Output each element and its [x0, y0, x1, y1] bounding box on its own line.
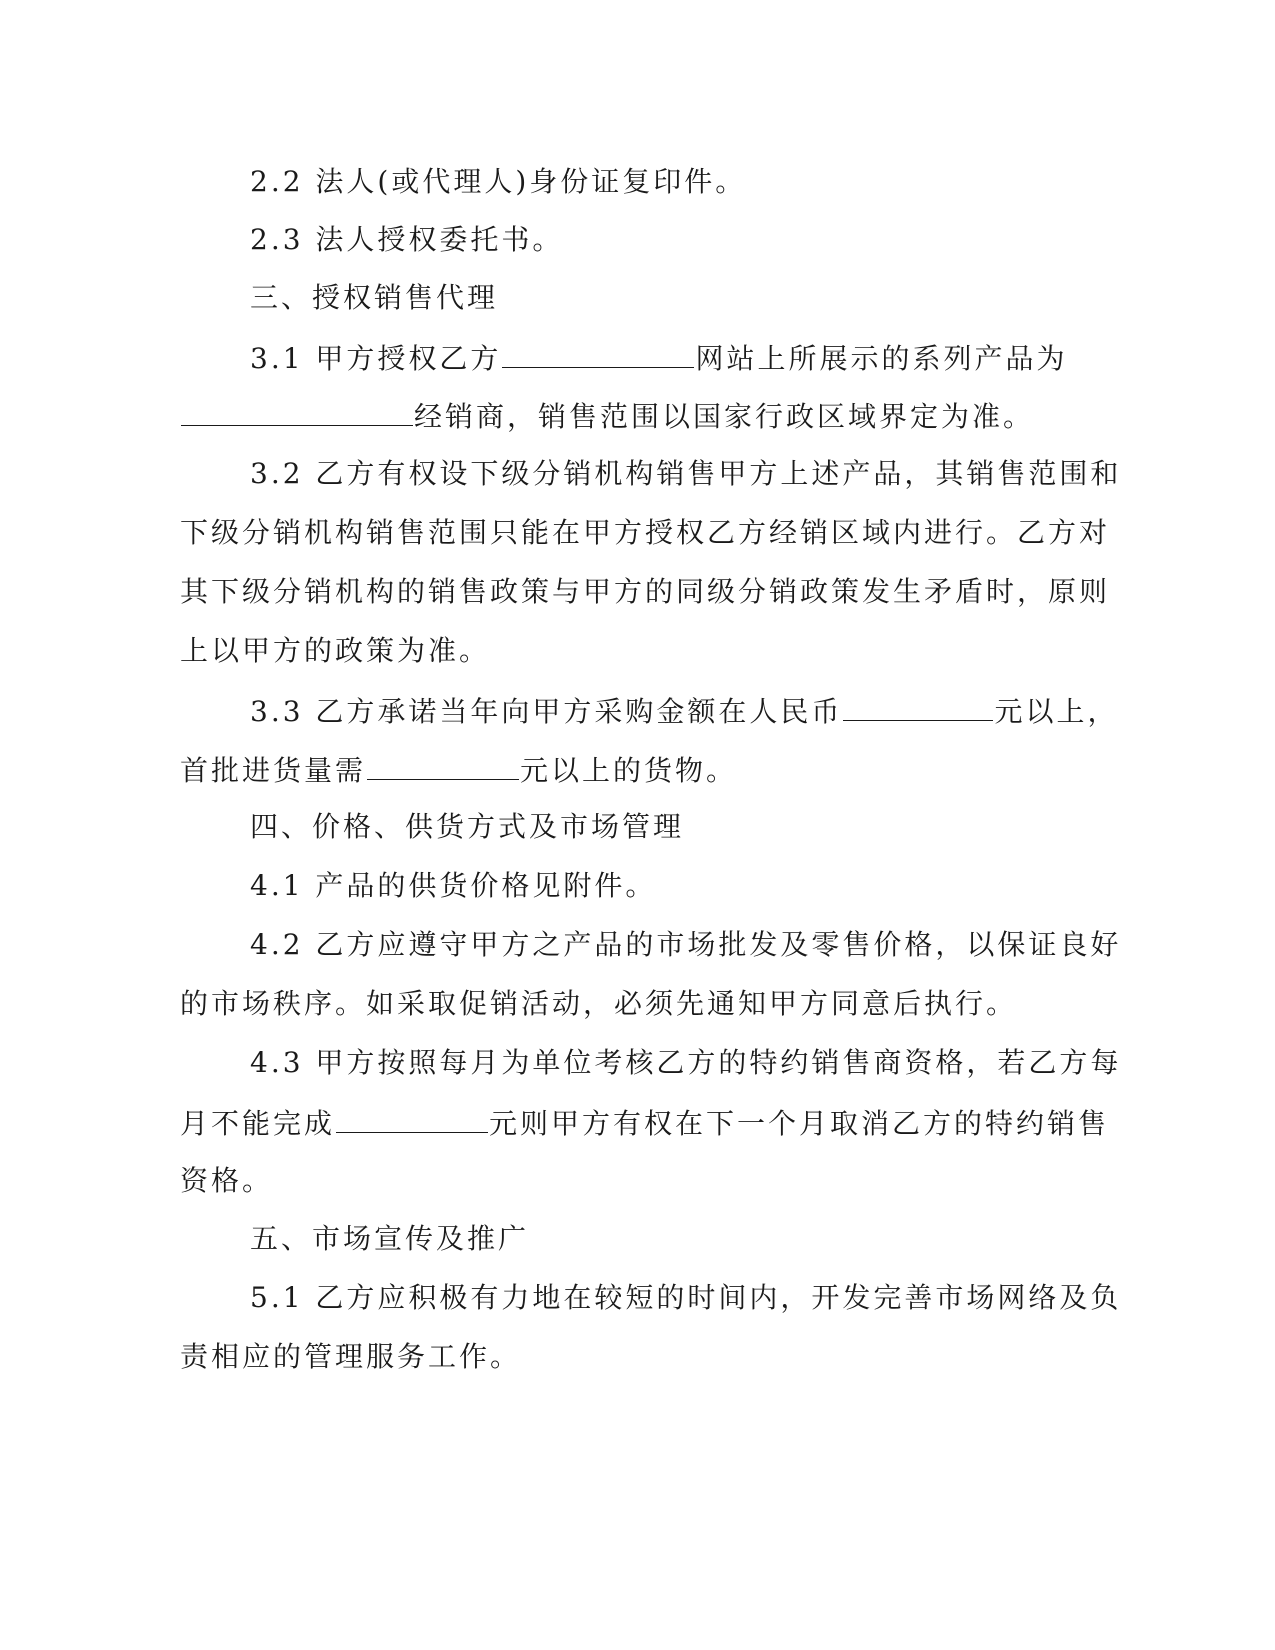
- paragraph-3-1-text-b: 网站上所展示的系列产品为: [695, 342, 1068, 375]
- blank-dealer-field: [181, 395, 413, 426]
- paragraph-4-3-text-c: 元则甲方有权在下一个月取消乙方的特约销售: [489, 1107, 1110, 1140]
- paragraph-3-1-line-2: [180, 395, 1040, 435]
- blank-monthly-target: [336, 1102, 488, 1133]
- paragraph-2-2: 2.2 法人(或代理人)身份证复印件。: [250, 165, 747, 198]
- paragraph-4-2-line-1: 4.2 乙方应遵守甲方之产品的市场批发及零售价格，以保证良好: [250, 928, 1122, 961]
- paragraph-3-1-line-1: [250, 337, 1068, 377]
- paragraph-3-2-line-1: 3.2 乙方有权设下级分销机构销售甲方上述产品，其销售范围和: [250, 457, 1122, 490]
- paragraph-4-3-text-b: 月不能完成: [180, 1107, 336, 1140]
- paragraph-4-3-line-3: 资格。: [180, 1164, 274, 1197]
- blank-website-field: [502, 337, 694, 368]
- paragraph-5-1-line-1: 5.1 乙方应积极有力地在较短的时间内，开发完善市场网络及负: [250, 1281, 1122, 1314]
- paragraph-4-2-line-2: 的市场秩序。如采取促销活动，必须先通知甲方同意后执行。: [180, 987, 1018, 1020]
- blank-first-order-amount: [367, 749, 519, 780]
- section-heading-5: 五、市场宣传及推广: [250, 1222, 530, 1255]
- paragraph-3-2-line-2: 下级分销机构销售范围只能在甲方授权乙方经销区域内进行。乙方对: [180, 516, 1111, 549]
- paragraph-3-3-line-1: [250, 690, 1119, 730]
- paragraph-4-3-line-2: [180, 1102, 1110, 1142]
- paragraph-4-3-line-1: 4.3 甲方按照每月为单位考核乙方的特约销售商资格，若乙方每: [250, 1046, 1122, 1079]
- paragraph-3-3-text-d: 元以上的货物。: [520, 754, 738, 787]
- paragraph-5-1-line-2: 责相应的管理服务工作。: [180, 1340, 522, 1373]
- paragraph-3-1-text-c: 经销商，销售范围以国家行政区域界定为准。: [414, 400, 1035, 433]
- paragraph-3-3-line-2: [180, 749, 1040, 789]
- section-heading-4: 四、价格、供货方式及市场管理: [250, 810, 685, 843]
- paragraph-2-3: 2.3 法人授权委托书。: [250, 223, 564, 256]
- paragraph-4-1: 4.1 产品的供货价格见附件。: [250, 869, 657, 902]
- section-heading-3: 三、授权销售代理: [250, 281, 499, 314]
- paragraph-3-3-text-c: 首批进货量需: [180, 754, 367, 787]
- paragraph-3-2-line-3: 其下级分销机构的销售政策与甲方的同级分销政策发生矛盾时，原则: [180, 575, 1111, 608]
- blank-purchase-amount: [843, 690, 993, 721]
- paragraph-3-3-text-b: 元以上，: [994, 695, 1119, 728]
- paragraph-3-3-text-a: 3.3 乙方承诺当年向甲方采购金额在人民币: [250, 695, 843, 728]
- paragraph-3-2-line-4: 上以甲方的政策为准。: [180, 634, 491, 667]
- paragraph-3-1-text-a: 3.1 甲方授权乙方: [250, 342, 502, 375]
